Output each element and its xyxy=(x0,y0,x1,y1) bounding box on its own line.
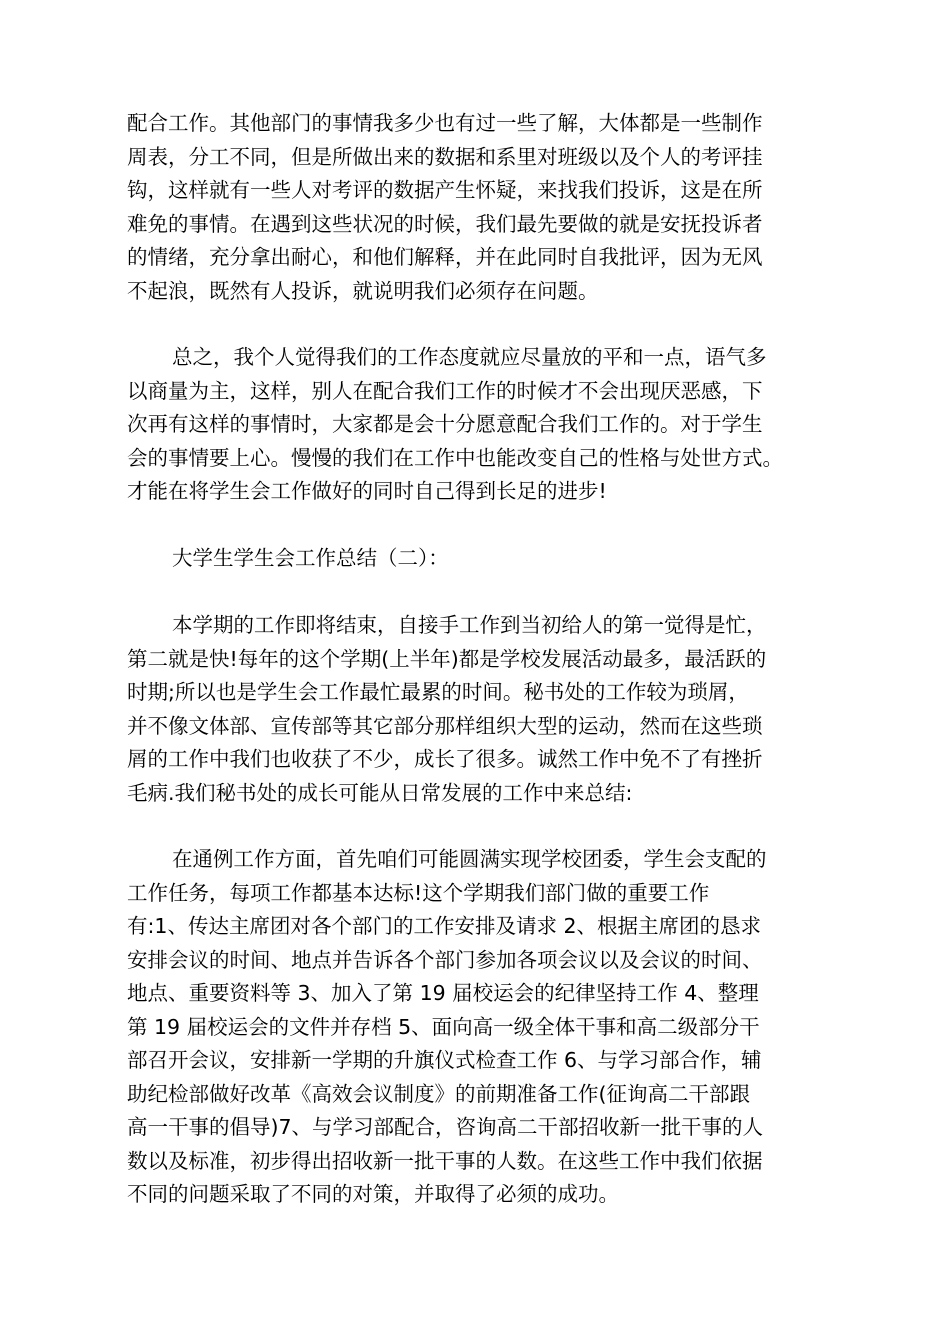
text-line: 部召开会议，安排新一学期的升旗仪式检查工作 6、与学习部合作，辅 xyxy=(127,1048,762,1072)
text-line: 时期;所以也是学生会工作最忙最累的时间。秘书处的工作较为琐屑， xyxy=(127,680,749,704)
text-line: 总之，我个人觉得我们的工作态度就应尽量放的平和一点，语气多 xyxy=(172,345,767,369)
text-line: 第 19 届校运会的文件并存档 5、面向高一级全体干事和高二级部分干 xyxy=(127,1014,760,1039)
text-line: 有:1、传达主席团对各个部门的工作安排及请求 2、根据主席团的恳求 xyxy=(127,914,762,938)
text-line: 会的事情要上心。慢慢的我们在工作中也能改变自己的性格与处世方式。 xyxy=(127,445,783,470)
text-line: 本学期的工作即将结束，自接手工作到当初给人的第一觉得是忙， xyxy=(172,613,767,637)
paragraph-2 xyxy=(127,341,832,509)
text-line: 高一干事的倡导)7、与学习部配合，咨询高二干部招收新一批干事的人 xyxy=(127,1115,764,1139)
text-line: 的情绪，充分拿出耐心，和他们解释，并在此同时自我批评，因为无风 xyxy=(127,245,763,269)
text-line: 地点、重要资料等 3、加入了第 19 届校运会的纪律坚持工作 4、整理 xyxy=(127,981,759,1005)
text-line: 助纪检部做好改革《高效会议制度》的前期准备工作(征询高二干部跟 xyxy=(127,1081,750,1106)
text-line: 第二就是快!每年的这个学期(上半年)都是学校发展活动最多，最活跃的 xyxy=(127,646,767,671)
text-line: 数以及标准，初步得出招收新一批干事的人数。在这些工作中我们依据 xyxy=(127,1148,763,1173)
paragraph-4 xyxy=(127,843,832,1212)
text-line: 才能在将学生会工作做好的同时自己得到长足的进步! xyxy=(127,479,607,503)
text-line: 难免的事情。在遇到这些状况的时候，我们最先要做的就是安抚投诉者 xyxy=(127,211,763,236)
text-line: 工作任务，每项工作都基本达标!这个学期我们部门做的重要工作 xyxy=(127,880,710,905)
text-line: 大学生学生会工作总结（二）： xyxy=(172,546,449,570)
text-line: 钩，这样就有一些人对考评的数据产生怀疑，来找我们投诉，这是在所 xyxy=(127,178,763,202)
section-heading xyxy=(127,542,832,576)
text-line: 配合工作。其他部门的事情我多少也有过一些了解，大体都是一些制作 xyxy=(127,111,763,135)
text-line: 屑的工作中我们也收获了不少，成长了很多。诚然工作中免不了有挫折 xyxy=(127,747,763,771)
text-line: 并不像文体部、宣传部等其它部分那样组织大型的运动，然而在这些琐 xyxy=(127,713,763,738)
text-line: 以商量为主，这样，别人在配合我们工作的时候才不会出现厌恶感，下 xyxy=(127,378,763,403)
text-line: 在通例工作方面，首先咱们可能圆满实现学校团委，学生会支配的 xyxy=(172,847,767,871)
text-line: 不同的问题采取了不同的对策，并取得了必须的成功。 xyxy=(127,1182,619,1206)
text-line: 次再有这样的事情时，大家都是会十分愿意配合我们工作的。对于学生 xyxy=(127,412,763,436)
text-line: 不起浪，既然有人投诉，就说明我们必须存在问题。 xyxy=(127,278,599,303)
text-line: 安排会议的时间、地点并告诉各个部门参加各项会议以及会议的时间、 xyxy=(127,947,763,972)
paragraph-3 xyxy=(127,609,832,810)
text-line: 周表，分工不同，但是所做出来的数据和系里对班级以及个人的考评挂 xyxy=(127,144,763,169)
paragraph-1 xyxy=(127,107,832,308)
text-line: 毛病.我们秘书处的成长可能从日常发展的工作中来总结: xyxy=(127,780,633,805)
